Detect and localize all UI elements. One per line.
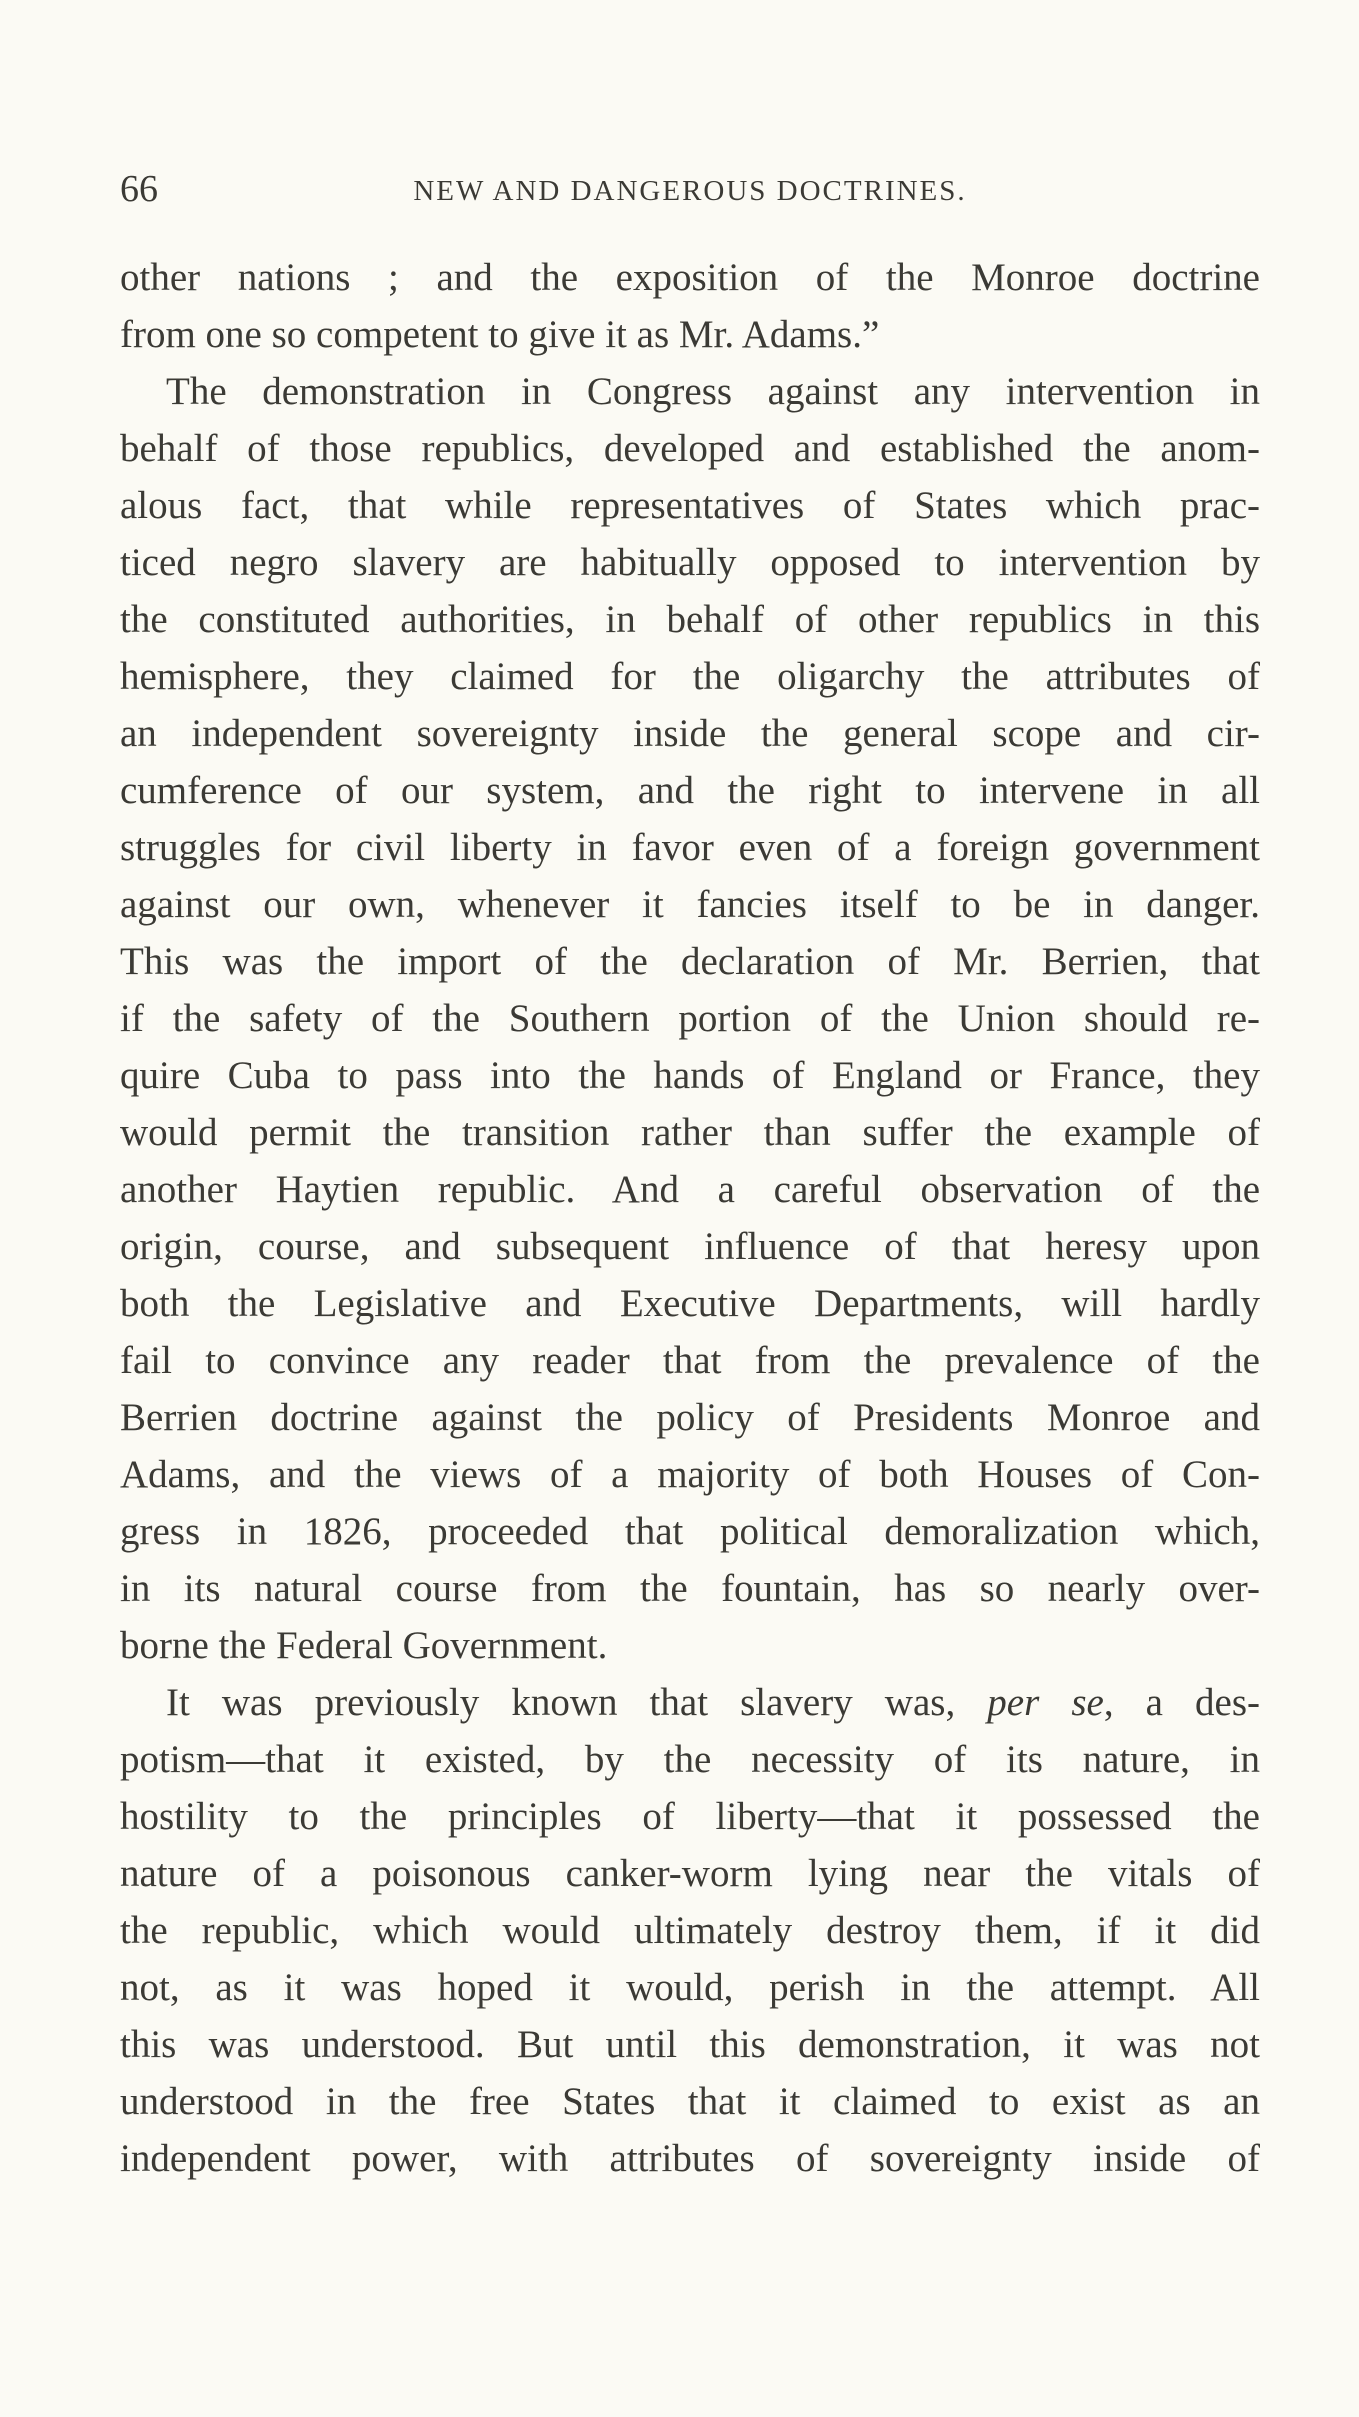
text-line: the constituted authorities, in behalf of other republics in this [120,598,1260,641]
text-line: quire Cuba to pass into the hands of England or France, they [120,1054,1260,1097]
running-title: NEW AND DANGEROUS DOCTRINES. [413,175,967,207]
text-line: this was understood. But until this demonstration, it was not [120,2023,1260,2066]
text-line: struggles for civil liberty in favor even of a foreign government [120,826,1260,869]
text-line: ticed negro slavery are habitually opposed to intervention by [120,541,1260,584]
italic-phrase: per se [987,1681,1104,1724]
text-line: the republic, which would ultimately destroy them, if it did [120,1909,1260,1952]
text-line: The demonstration in Congress against any intervention in [166,370,1260,413]
text-line: This was the import of the declaration of Mr. Berrien, that [120,940,1260,983]
text-line [120,1674,1260,1731]
text-line: hostility to the principles of liberty—that it possessed the [120,1795,1260,1838]
text-line: cumference of our system, and the right to intervene in all [120,769,1260,812]
text-line: nature of a poisonous canker-worm lying near the vitals of [120,1852,1260,1895]
text-line: against our own, whenever it fancies itself to be in danger. [120,883,1260,926]
text-line: understood in the free States that it claimed to exist as an [120,2080,1260,2123]
text-line: in its natural course from the fountain, has so nearly over- [120,1567,1260,1610]
text-line: fail to convince any reader that from the prevalence of the [120,1339,1260,1382]
text-line: behalf of those republics, developed and established the anom- [120,427,1260,470]
text-segment: , a des- [1103,1681,1260,1724]
paragraph [120,249,1260,363]
text-line: from one so competent to give it as Mr. Adams.” [120,313,880,356]
text-line: an independent sovereignty inside the general scope and cir- [120,712,1260,755]
text-line: both the Legislative and Executive Departments, will hardly [120,1282,1260,1325]
text-line: hemisphere, they claimed for the oligarchy the attributes of [120,655,1260,698]
text-line: independent power, with attributes of sovereignty inside of [120,2137,1260,2180]
text-line: other nations ; and the exposition of the Monroe doctrine [120,256,1260,299]
page-number: 66 [120,168,158,210]
page-body [120,249,1260,2187]
running-header [120,166,1260,212]
text-line: borne the Federal Government. [120,1624,608,1667]
text-line: Berrien doctrine against the policy of Presidents Monroe and [120,1396,1260,1439]
text-segment: It was previously known that slavery was, [166,1681,988,1724]
paragraph [120,363,1260,1674]
text-line: gress in 1826, proceeded that political demoralization which, [120,1510,1260,1553]
text-line: would permit the transition rather than suffer the example of [120,1111,1260,1154]
text-line: origin, course, and subsequent influence of that heresy upon [120,1225,1260,1268]
text-line: potism—that it existed, by the necessity of its nature, in [120,1738,1260,1781]
text-line: not, as it was hoped it would, perish in the attempt. All [120,1966,1260,2009]
text-line: another Haytien republic. And a careful observation of the [120,1168,1260,1211]
paragraph [120,1674,1260,2187]
text-line: alous fact, that while representatives of States which prac- [120,484,1260,527]
text-line: Adams, and the views of a majority of both Houses of Con- [120,1453,1260,1496]
text-line: if the safety of the Southern portion of the Union should re- [120,997,1260,1040]
